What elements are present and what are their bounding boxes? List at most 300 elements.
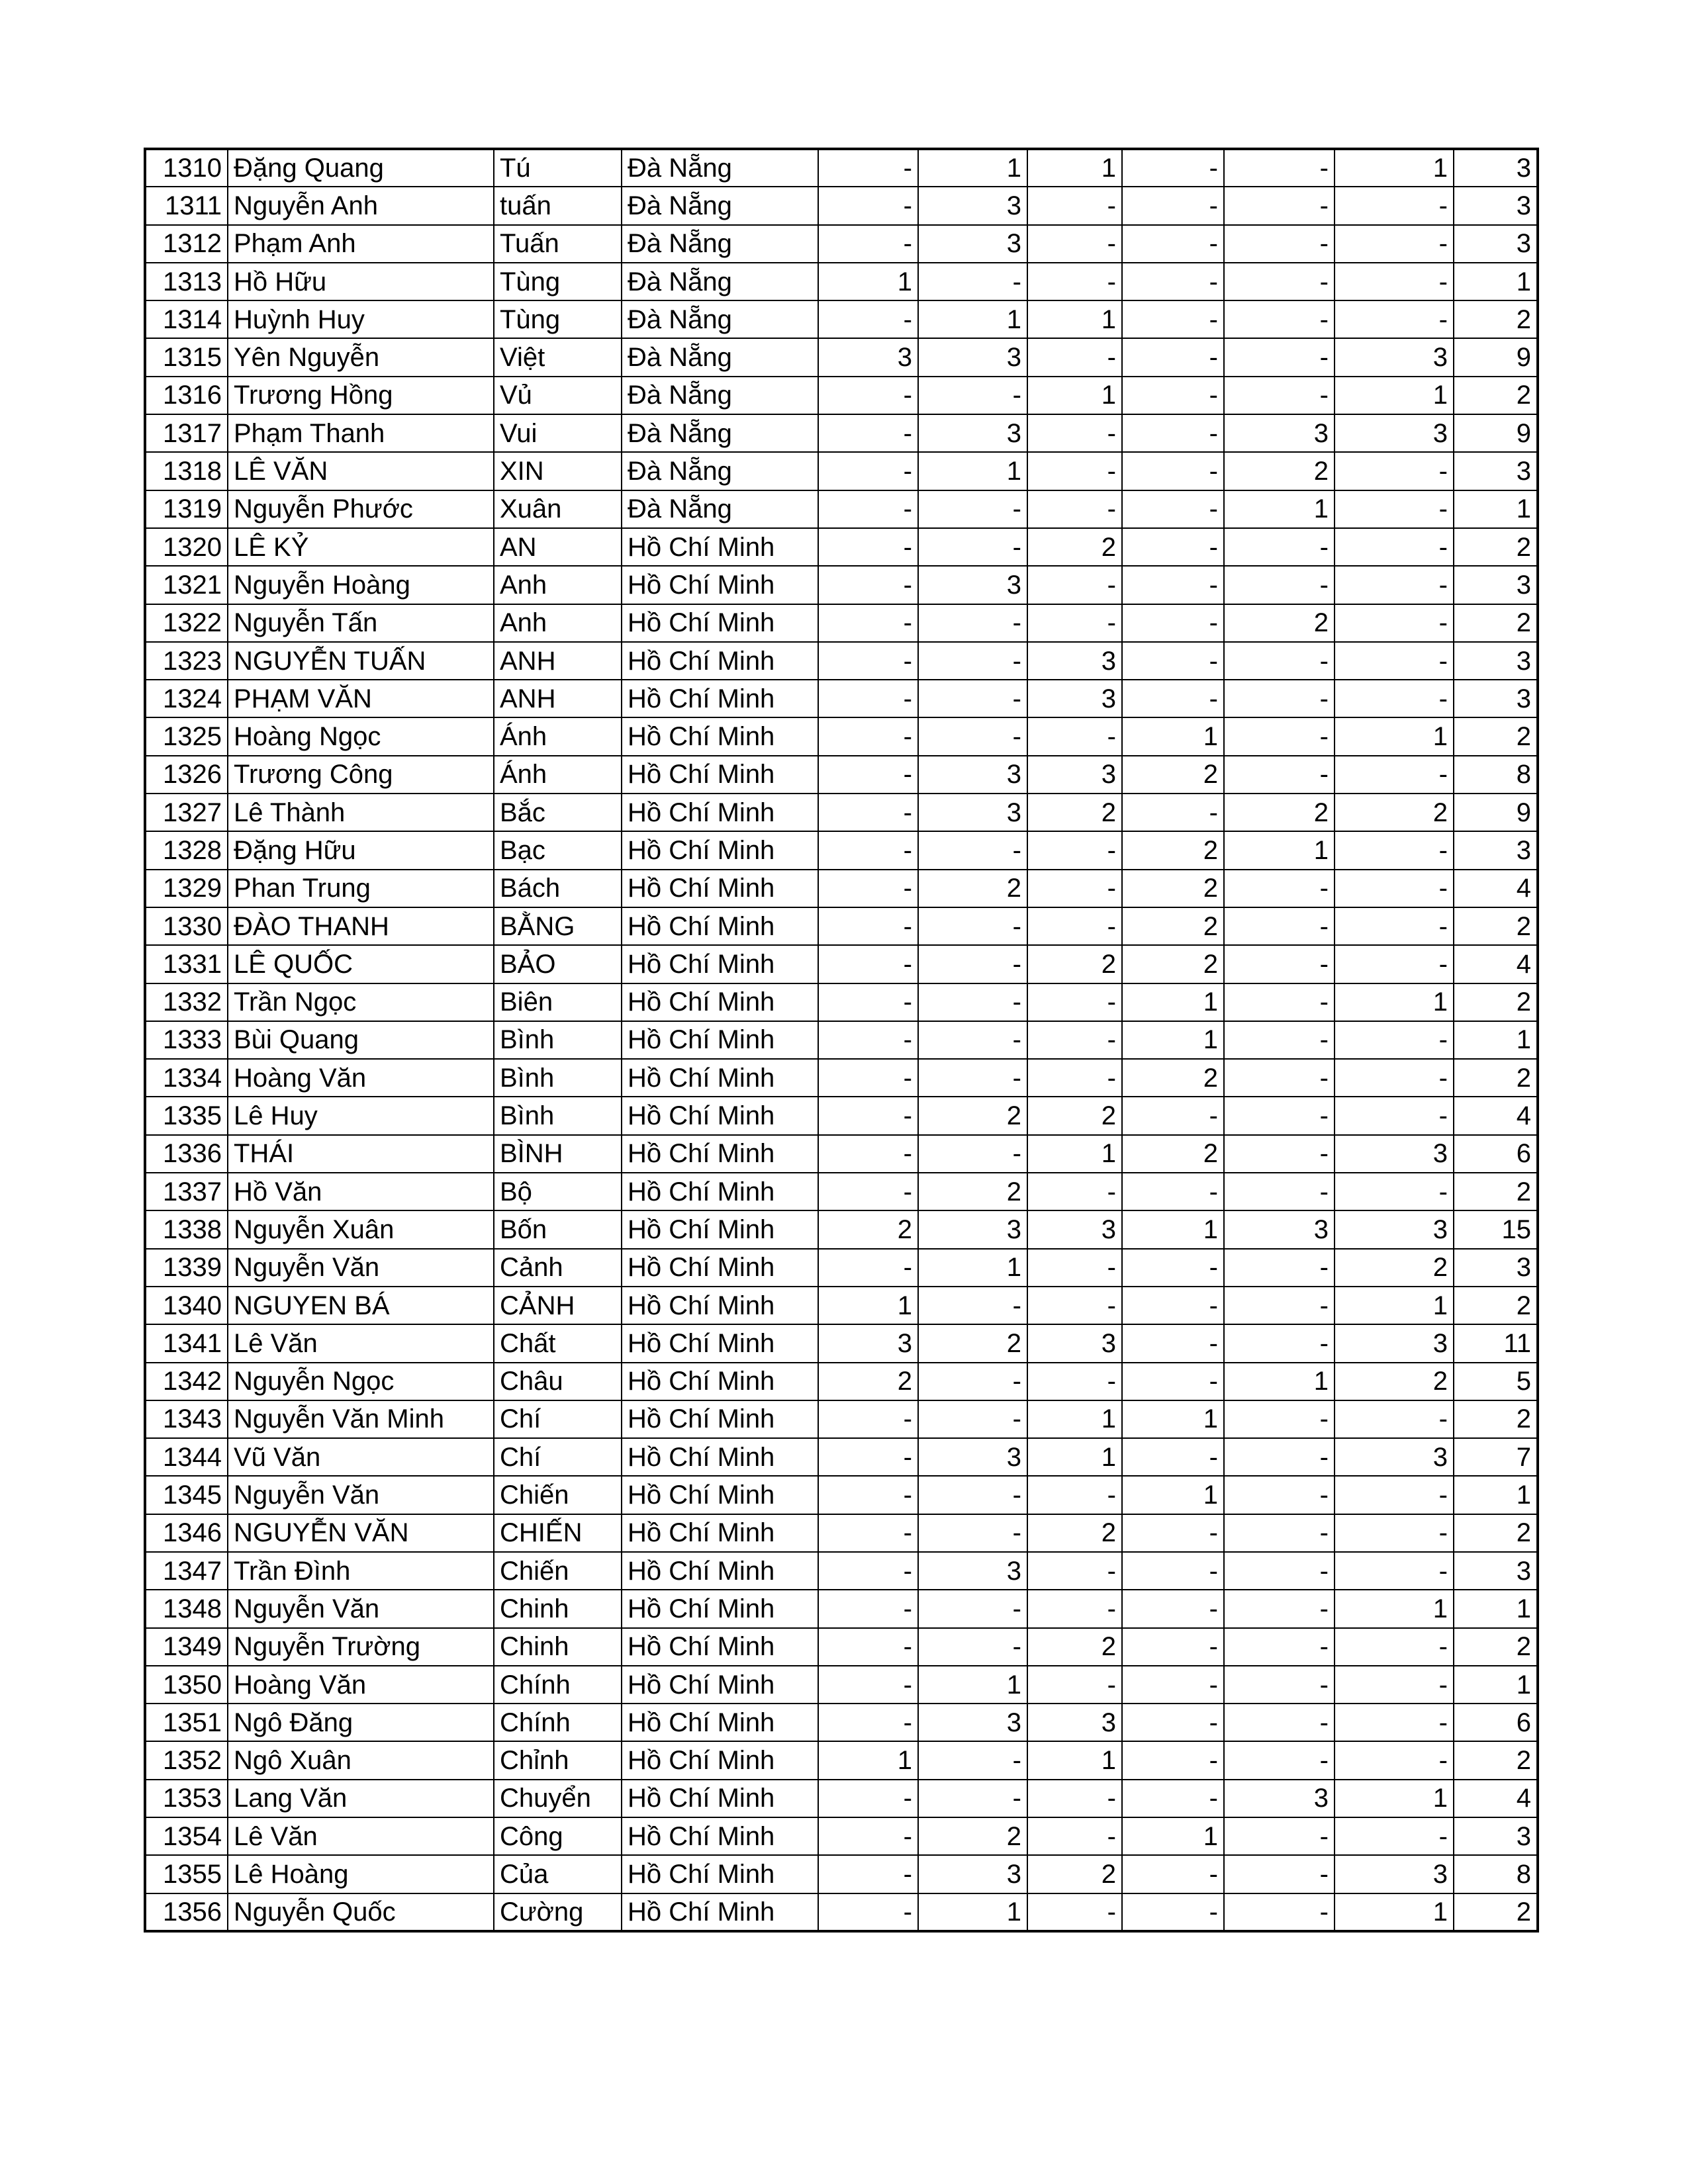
cell-score-5: - bbox=[1224, 1855, 1335, 1893]
cell-first-name: Bình bbox=[494, 1059, 622, 1097]
cell-total: 2 bbox=[1454, 1628, 1538, 1666]
cell-last-middle-name: Nguyễn Văn bbox=[228, 1476, 494, 1514]
cell-score-3: 1 bbox=[1027, 1135, 1122, 1173]
cell-first-name: Chinh bbox=[494, 1628, 622, 1666]
cell-city: Hồ Chí Minh bbox=[622, 945, 818, 983]
cell-score-1: - bbox=[818, 452, 918, 490]
table-row bbox=[145, 1893, 1538, 1931]
cell-score-5: 3 bbox=[1224, 414, 1335, 452]
cell-city: Đà Nẵng bbox=[622, 338, 818, 376]
cell-total: 2 bbox=[1454, 983, 1538, 1021]
cell-score-5: - bbox=[1224, 983, 1335, 1021]
cell-first-name: Bạc bbox=[494, 831, 622, 869]
table-row bbox=[145, 1287, 1538, 1324]
cell-last-middle-name: Nguyễn Xuân bbox=[228, 1210, 494, 1248]
cell-row-number: 1354 bbox=[145, 1817, 228, 1855]
cell-score-5: - bbox=[1224, 1438, 1335, 1476]
cell-score-3: 2 bbox=[1027, 1855, 1122, 1893]
cell-score-5: - bbox=[1224, 149, 1335, 187]
cell-score-1: 1 bbox=[818, 1741, 918, 1779]
cell-total: 8 bbox=[1454, 756, 1538, 794]
cell-city: Hồ Chí Minh bbox=[622, 1249, 818, 1287]
cell-score-1: - bbox=[818, 225, 918, 263]
cell-score-2: - bbox=[918, 1590, 1027, 1627]
cell-score-1: - bbox=[818, 1552, 918, 1590]
cell-city: Hồ Chí Minh bbox=[622, 717, 818, 755]
cell-score-5: - bbox=[1224, 1324, 1335, 1362]
cell-score-6: - bbox=[1335, 831, 1454, 869]
cell-score-3: - bbox=[1027, 566, 1122, 604]
cell-score-1: - bbox=[818, 1173, 918, 1210]
cell-last-middle-name: Lê Huy bbox=[228, 1097, 494, 1134]
cell-total: 2 bbox=[1454, 907, 1538, 945]
cell-total: 2 bbox=[1454, 1173, 1538, 1210]
cell-total: 2 bbox=[1454, 1400, 1538, 1438]
cell-score-4: - bbox=[1122, 149, 1224, 187]
table-row bbox=[145, 794, 1538, 831]
cell-total: 9 bbox=[1454, 794, 1538, 831]
table-row bbox=[145, 1590, 1538, 1627]
cell-score-2: - bbox=[918, 1287, 1027, 1324]
cell-score-5: - bbox=[1224, 1552, 1335, 1590]
cell-score-4: - bbox=[1122, 1780, 1224, 1817]
cell-score-6: - bbox=[1335, 1817, 1454, 1855]
cell-score-2: 1 bbox=[918, 1893, 1027, 1931]
cell-first-name: Chinh bbox=[494, 1590, 622, 1627]
table-row bbox=[145, 1210, 1538, 1248]
cell-city: Hồ Chí Minh bbox=[622, 1135, 818, 1173]
cell-row-number: 1339 bbox=[145, 1249, 228, 1287]
cell-city: Hồ Chí Minh bbox=[622, 756, 818, 794]
cell-total: 2 bbox=[1454, 1514, 1538, 1552]
cell-last-middle-name: LÊ KỶ bbox=[228, 528, 494, 566]
cell-first-name: Xuân bbox=[494, 490, 622, 528]
cell-row-number: 1320 bbox=[145, 528, 228, 566]
cell-last-middle-name: Hoàng Văn bbox=[228, 1059, 494, 1097]
cell-city: Đà Nẵng bbox=[622, 414, 818, 452]
cell-city: Hồ Chí Minh bbox=[622, 1173, 818, 1210]
cell-first-name: ANH bbox=[494, 642, 622, 680]
cell-score-3: - bbox=[1027, 1552, 1122, 1590]
cell-first-name: Bách bbox=[494, 870, 622, 907]
cell-city: Hồ Chí Minh bbox=[622, 1666, 818, 1704]
cell-score-3: - bbox=[1027, 831, 1122, 869]
cell-score-2: 3 bbox=[918, 414, 1027, 452]
cell-score-2: 1 bbox=[918, 452, 1027, 490]
cell-total: 15 bbox=[1454, 1210, 1538, 1248]
cell-total: 3 bbox=[1454, 452, 1538, 490]
cell-last-middle-name: PHẠM VĂN bbox=[228, 680, 494, 717]
cell-last-middle-name: Trần Ngọc bbox=[228, 983, 494, 1021]
cell-score-5: - bbox=[1224, 1476, 1335, 1514]
cell-score-1: - bbox=[818, 680, 918, 717]
cell-total: 1 bbox=[1454, 263, 1538, 300]
cell-score-1: - bbox=[818, 1817, 918, 1855]
cell-score-4: 1 bbox=[1122, 1817, 1224, 1855]
cell-first-name: Bình bbox=[494, 1097, 622, 1134]
cell-first-name: BẢO bbox=[494, 945, 622, 983]
cell-score-6: 3 bbox=[1335, 1135, 1454, 1173]
cell-first-name: Chiến bbox=[494, 1476, 622, 1514]
cell-score-4: - bbox=[1122, 1287, 1224, 1324]
table-row bbox=[145, 1438, 1538, 1476]
cell-score-6: - bbox=[1335, 1514, 1454, 1552]
cell-row-number: 1331 bbox=[145, 945, 228, 983]
table-row bbox=[145, 452, 1538, 490]
cell-score-6: 1 bbox=[1335, 1590, 1454, 1627]
cell-first-name: Tùng bbox=[494, 263, 622, 300]
cell-city: Hồ Chí Minh bbox=[622, 983, 818, 1021]
cell-score-4: - bbox=[1122, 1097, 1224, 1134]
cell-first-name: Bộ bbox=[494, 1173, 622, 1210]
cell-score-5: - bbox=[1224, 756, 1335, 794]
cell-score-1: - bbox=[818, 945, 918, 983]
cell-score-3: - bbox=[1027, 225, 1122, 263]
cell-last-middle-name: Huỳnh Huy bbox=[228, 300, 494, 338]
cell-score-6: - bbox=[1335, 1741, 1454, 1779]
table-row bbox=[145, 1363, 1538, 1400]
cell-score-4: 1 bbox=[1122, 1021, 1224, 1059]
cell-city: Hồ Chí Minh bbox=[622, 1097, 818, 1134]
cell-first-name: Châu bbox=[494, 1363, 622, 1400]
cell-last-middle-name: Nguyễn Hoàng bbox=[228, 566, 494, 604]
cell-score-6: - bbox=[1335, 1173, 1454, 1210]
cell-score-5: - bbox=[1224, 1249, 1335, 1287]
cell-row-number: 1329 bbox=[145, 870, 228, 907]
cell-city: Đà Nẵng bbox=[622, 263, 818, 300]
cell-score-6: - bbox=[1335, 225, 1454, 263]
cell-city: Hồ Chí Minh bbox=[622, 1741, 818, 1779]
cell-score-2: - bbox=[918, 983, 1027, 1021]
cell-score-2: 1 bbox=[918, 1666, 1027, 1704]
cell-total: 1 bbox=[1454, 1476, 1538, 1514]
cell-row-number: 1342 bbox=[145, 1363, 228, 1400]
table-row bbox=[145, 187, 1538, 224]
cell-score-1: - bbox=[818, 1590, 918, 1627]
cell-total: 4 bbox=[1454, 870, 1538, 907]
cell-first-name: Vủ bbox=[494, 377, 622, 414]
cell-city: Hồ Chí Minh bbox=[622, 870, 818, 907]
cell-first-name: Chính bbox=[494, 1704, 622, 1741]
cell-first-name: tuấn bbox=[494, 187, 622, 224]
cell-score-2: - bbox=[918, 490, 1027, 528]
cell-score-1: - bbox=[818, 642, 918, 680]
cell-row-number: 1356 bbox=[145, 1893, 228, 1931]
cell-row-number: 1353 bbox=[145, 1780, 228, 1817]
cell-score-3: 1 bbox=[1027, 1438, 1122, 1476]
cell-score-3: - bbox=[1027, 490, 1122, 528]
cell-score-2: - bbox=[918, 907, 1027, 945]
cell-score-5: - bbox=[1224, 1400, 1335, 1438]
cell-score-4: 1 bbox=[1122, 1210, 1224, 1248]
cell-score-1: - bbox=[818, 528, 918, 566]
cell-score-4: 1 bbox=[1122, 983, 1224, 1021]
cell-row-number: 1349 bbox=[145, 1628, 228, 1666]
cell-score-4: - bbox=[1122, 528, 1224, 566]
cell-score-1: - bbox=[818, 1400, 918, 1438]
cell-score-3: 3 bbox=[1027, 680, 1122, 717]
cell-score-3: - bbox=[1027, 187, 1122, 224]
cell-score-3: 2 bbox=[1027, 1628, 1122, 1666]
cell-score-3: - bbox=[1027, 604, 1122, 642]
cell-row-number: 1334 bbox=[145, 1059, 228, 1097]
cell-score-3: - bbox=[1027, 414, 1122, 452]
cell-score-4: - bbox=[1122, 680, 1224, 717]
cell-score-5: - bbox=[1224, 1059, 1335, 1097]
cell-score-4: - bbox=[1122, 604, 1224, 642]
cell-total: 2 bbox=[1454, 1287, 1538, 1324]
cell-score-3: - bbox=[1027, 452, 1122, 490]
cell-score-5: - bbox=[1224, 528, 1335, 566]
cell-score-2: - bbox=[918, 377, 1027, 414]
cell-last-middle-name: Trương Hồng bbox=[228, 377, 494, 414]
cell-score-3: 1 bbox=[1027, 300, 1122, 338]
cell-score-3: - bbox=[1027, 1817, 1122, 1855]
cell-score-2: 1 bbox=[918, 300, 1027, 338]
cell-score-5: - bbox=[1224, 377, 1335, 414]
cell-first-name: Chất bbox=[494, 1324, 622, 1362]
cell-score-4: - bbox=[1122, 1666, 1224, 1704]
cell-city: Hồ Chí Minh bbox=[622, 794, 818, 831]
cell-row-number: 1313 bbox=[145, 263, 228, 300]
cell-total: 3 bbox=[1454, 149, 1538, 187]
cell-score-2: - bbox=[918, 528, 1027, 566]
cell-row-number: 1328 bbox=[145, 831, 228, 869]
cell-score-6: 1 bbox=[1335, 1893, 1454, 1931]
cell-first-name: Chí bbox=[494, 1438, 622, 1476]
cell-score-1: - bbox=[818, 566, 918, 604]
cell-score-3: 3 bbox=[1027, 1324, 1122, 1362]
cell-score-4: - bbox=[1122, 187, 1224, 224]
cell-score-2: 3 bbox=[918, 225, 1027, 263]
cell-total: 9 bbox=[1454, 414, 1538, 452]
cell-row-number: 1348 bbox=[145, 1590, 228, 1627]
cell-first-name: ANH bbox=[494, 680, 622, 717]
cell-score-4: - bbox=[1122, 1249, 1224, 1287]
cell-score-4: - bbox=[1122, 300, 1224, 338]
cell-score-6: 1 bbox=[1335, 983, 1454, 1021]
cell-score-5: - bbox=[1224, 1893, 1335, 1931]
cell-score-6: - bbox=[1335, 1628, 1454, 1666]
cell-city: Hồ Chí Minh bbox=[622, 1552, 818, 1590]
cell-last-middle-name: LÊ VĂN bbox=[228, 452, 494, 490]
cell-score-3: 2 bbox=[1027, 794, 1122, 831]
table-row bbox=[145, 1855, 1538, 1893]
cell-row-number: 1350 bbox=[145, 1666, 228, 1704]
cell-score-1: - bbox=[818, 1059, 918, 1097]
cell-last-middle-name: Hoàng Văn bbox=[228, 1666, 494, 1704]
cell-row-number: 1335 bbox=[145, 1097, 228, 1134]
cell-city: Hồ Chí Minh bbox=[622, 1438, 818, 1476]
cell-score-5: 3 bbox=[1224, 1210, 1335, 1248]
cell-first-name: Chuyển bbox=[494, 1780, 622, 1817]
cell-total: 4 bbox=[1454, 1780, 1538, 1817]
cell-total: 6 bbox=[1454, 1704, 1538, 1741]
cell-score-2: - bbox=[918, 1514, 1027, 1552]
cell-score-2: - bbox=[918, 1400, 1027, 1438]
cell-last-middle-name: Ngô Xuân bbox=[228, 1741, 494, 1779]
cell-score-4: 2 bbox=[1122, 907, 1224, 945]
cell-last-middle-name: Lê Văn bbox=[228, 1817, 494, 1855]
cell-score-1: - bbox=[818, 794, 918, 831]
table-row bbox=[145, 756, 1538, 794]
cell-score-6: 1 bbox=[1335, 377, 1454, 414]
cell-score-1: - bbox=[818, 1438, 918, 1476]
cell-score-5: - bbox=[1224, 300, 1335, 338]
cell-row-number: 1347 bbox=[145, 1552, 228, 1590]
cell-first-name: Tuấn bbox=[494, 225, 622, 263]
table-row bbox=[145, 225, 1538, 263]
cell-total: 3 bbox=[1454, 1817, 1538, 1855]
cell-score-5: - bbox=[1224, 1628, 1335, 1666]
cell-row-number: 1346 bbox=[145, 1514, 228, 1552]
cell-score-1: - bbox=[818, 1893, 918, 1931]
cell-total: 2 bbox=[1454, 1893, 1538, 1931]
cell-score-5: - bbox=[1224, 945, 1335, 983]
cell-score-5: - bbox=[1224, 870, 1335, 907]
cell-city: Hồ Chí Minh bbox=[622, 1476, 818, 1514]
cell-row-number: 1325 bbox=[145, 717, 228, 755]
cell-last-middle-name: LÊ QUỐC bbox=[228, 945, 494, 983]
cell-score-1: - bbox=[818, 377, 918, 414]
cell-first-name: AN bbox=[494, 528, 622, 566]
cell-total: 3 bbox=[1454, 566, 1538, 604]
cell-score-4: - bbox=[1122, 1590, 1224, 1627]
cell-total: 3 bbox=[1454, 225, 1538, 263]
cell-score-2: 2 bbox=[918, 1324, 1027, 1362]
table-row bbox=[145, 717, 1538, 755]
cell-last-middle-name: Nguyễn Quốc bbox=[228, 1893, 494, 1931]
cell-first-name: Chiến bbox=[494, 1552, 622, 1590]
cell-city: Hồ Chí Minh bbox=[622, 1210, 818, 1248]
cell-score-4: - bbox=[1122, 338, 1224, 376]
cell-total: 5 bbox=[1454, 1363, 1538, 1400]
cell-row-number: 1322 bbox=[145, 604, 228, 642]
cell-row-number: 1321 bbox=[145, 566, 228, 604]
cell-score-4: - bbox=[1122, 1741, 1224, 1779]
cell-last-middle-name: NGUYỄN VĂN bbox=[228, 1514, 494, 1552]
cell-city: Hồ Chí Minh bbox=[622, 1400, 818, 1438]
cell-first-name: Tùng bbox=[494, 300, 622, 338]
cell-first-name: Anh bbox=[494, 604, 622, 642]
cell-score-3: - bbox=[1027, 717, 1122, 755]
table-row bbox=[145, 1097, 1538, 1134]
cell-last-middle-name: Phạm Anh bbox=[228, 225, 494, 263]
cell-row-number: 1327 bbox=[145, 794, 228, 831]
cell-score-1: - bbox=[818, 1780, 918, 1817]
cell-row-number: 1326 bbox=[145, 756, 228, 794]
cell-total: 7 bbox=[1454, 1438, 1538, 1476]
cell-score-5: - bbox=[1224, 1021, 1335, 1059]
cell-first-name: Bắc bbox=[494, 794, 622, 831]
cell-score-1: - bbox=[818, 604, 918, 642]
cell-score-1: - bbox=[818, 1628, 918, 1666]
cell-score-1: - bbox=[818, 1249, 918, 1287]
cell-score-6: - bbox=[1335, 1400, 1454, 1438]
cell-city: Đà Nẵng bbox=[622, 149, 818, 187]
cell-score-3: 2 bbox=[1027, 1514, 1122, 1552]
cell-last-middle-name: Lang Văn bbox=[228, 1780, 494, 1817]
cell-last-middle-name: THÁI bbox=[228, 1135, 494, 1173]
table-row bbox=[145, 1817, 1538, 1855]
cell-score-3: - bbox=[1027, 1173, 1122, 1210]
cell-score-3: - bbox=[1027, 907, 1122, 945]
cell-total: 2 bbox=[1454, 1741, 1538, 1779]
cell-score-6: 1 bbox=[1335, 1287, 1454, 1324]
cell-city: Hồ Chí Minh bbox=[622, 1704, 818, 1741]
cell-score-3: - bbox=[1027, 1476, 1122, 1514]
cell-score-2: - bbox=[918, 604, 1027, 642]
cell-score-2: 3 bbox=[918, 1210, 1027, 1248]
cell-score-5: 1 bbox=[1224, 490, 1335, 528]
cell-score-5: - bbox=[1224, 907, 1335, 945]
cell-row-number: 1344 bbox=[145, 1438, 228, 1476]
cell-score-5: - bbox=[1224, 566, 1335, 604]
cell-last-middle-name: Nguyễn Ngọc bbox=[228, 1363, 494, 1400]
cell-last-middle-name: Nguyễn Văn bbox=[228, 1590, 494, 1627]
table-row bbox=[145, 604, 1538, 642]
cell-row-number: 1337 bbox=[145, 1173, 228, 1210]
cell-total: 2 bbox=[1454, 1059, 1538, 1097]
cell-score-6: 3 bbox=[1335, 1324, 1454, 1362]
cell-score-4: 2 bbox=[1122, 870, 1224, 907]
cell-last-middle-name: Hồ Văn bbox=[228, 1173, 494, 1210]
cell-score-4: - bbox=[1122, 1438, 1224, 1476]
cell-row-number: 1314 bbox=[145, 300, 228, 338]
cell-city: Đà Nẵng bbox=[622, 377, 818, 414]
cell-score-2: 3 bbox=[918, 1704, 1027, 1741]
cell-last-middle-name: Phan Trung bbox=[228, 870, 494, 907]
cell-score-4: - bbox=[1122, 1704, 1224, 1741]
cell-score-3: - bbox=[1027, 1059, 1122, 1097]
cell-total: 2 bbox=[1454, 300, 1538, 338]
table-row bbox=[145, 642, 1538, 680]
table-row bbox=[145, 945, 1538, 983]
cell-score-1: - bbox=[818, 490, 918, 528]
cell-row-number: 1324 bbox=[145, 680, 228, 717]
cell-last-middle-name: Đặng Quang bbox=[228, 149, 494, 187]
cell-city: Hồ Chí Minh bbox=[622, 1893, 818, 1931]
cell-row-number: 1351 bbox=[145, 1704, 228, 1741]
cell-score-3: 3 bbox=[1027, 1704, 1122, 1741]
cell-score-6: 2 bbox=[1335, 794, 1454, 831]
cell-last-middle-name: Nguyễn Tấn bbox=[228, 604, 494, 642]
cell-total: 4 bbox=[1454, 945, 1538, 983]
cell-score-4: - bbox=[1122, 1855, 1224, 1893]
cell-score-4: - bbox=[1122, 1324, 1224, 1362]
cell-score-1: - bbox=[818, 1704, 918, 1741]
cell-first-name: BÌNH bbox=[494, 1135, 622, 1173]
cell-last-middle-name: Trương Công bbox=[228, 756, 494, 794]
cell-total: 1 bbox=[1454, 1021, 1538, 1059]
cell-score-5: - bbox=[1224, 1287, 1335, 1324]
cell-row-number: 1332 bbox=[145, 983, 228, 1021]
cell-total: 2 bbox=[1454, 377, 1538, 414]
cell-score-1: - bbox=[818, 300, 918, 338]
cell-score-2: 3 bbox=[918, 1855, 1027, 1893]
cell-score-2: - bbox=[918, 642, 1027, 680]
cell-city: Hồ Chí Minh bbox=[622, 680, 818, 717]
cell-score-6: - bbox=[1335, 528, 1454, 566]
table-row bbox=[145, 1552, 1538, 1590]
cell-score-2: - bbox=[918, 680, 1027, 717]
cell-city: Hồ Chí Minh bbox=[622, 1590, 818, 1627]
cell-score-5: - bbox=[1224, 1817, 1335, 1855]
cell-score-3: 2 bbox=[1027, 1097, 1122, 1134]
cell-total: 9 bbox=[1454, 338, 1538, 376]
cell-score-1: - bbox=[818, 414, 918, 452]
cell-score-6: - bbox=[1335, 870, 1454, 907]
